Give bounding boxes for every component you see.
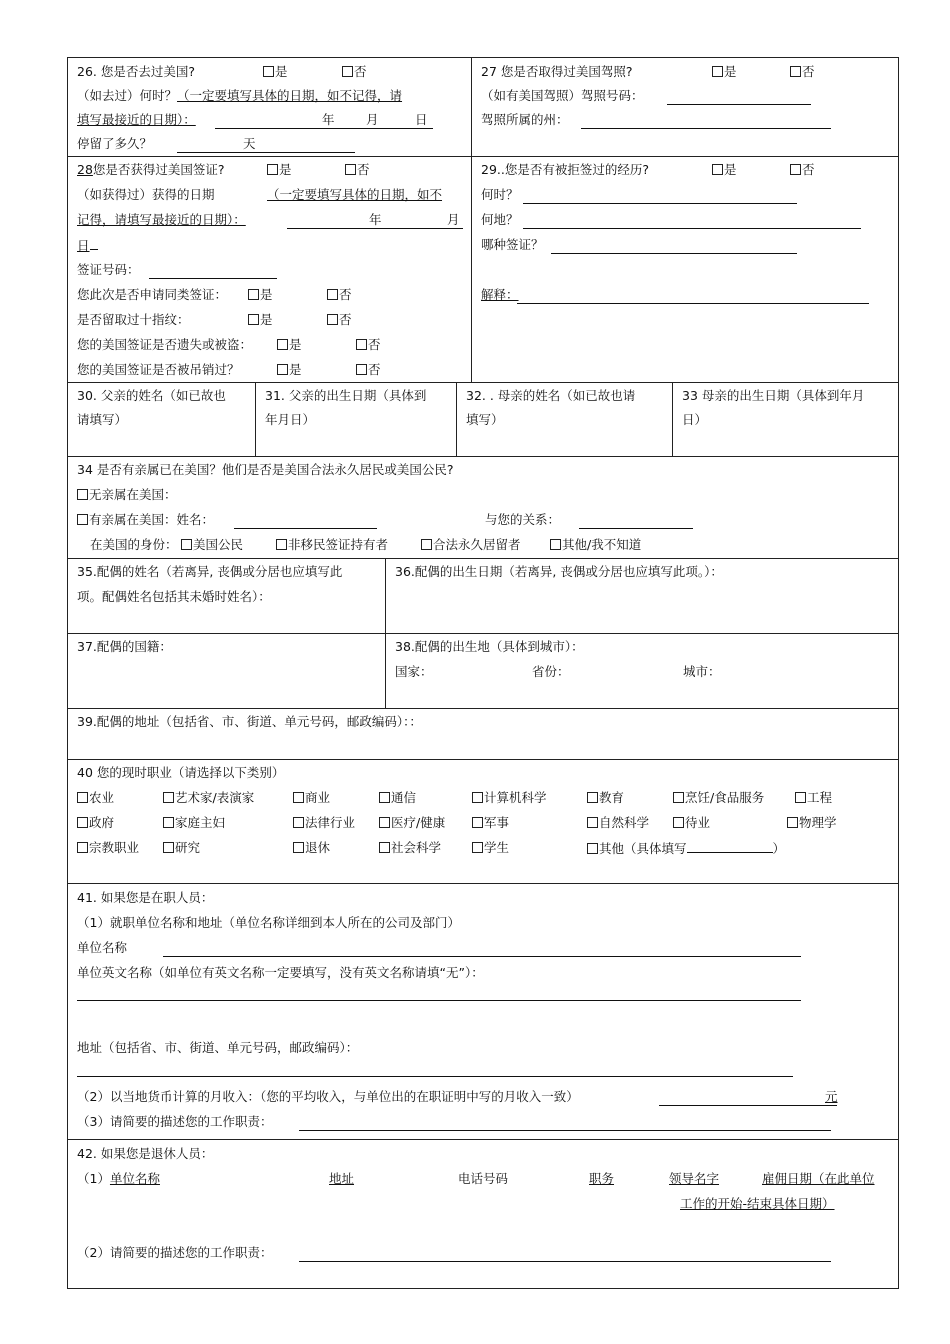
q26-when-prefix: （如去过）何时？	[77, 88, 178, 103]
visa-form	[67, 57, 899, 1289]
q26-when-note-1: （一定要填写具体的日期，如不记得，请	[177, 88, 403, 103]
row-q34	[68, 456, 898, 559]
q28-revoked-no-label: 否	[368, 362, 381, 377]
q42-col-unit: 单位名称	[109, 1171, 160, 1186]
q29-which-label: 哪种签证？	[481, 237, 544, 252]
q40-opt-label: 通信	[391, 790, 417, 805]
q41-address-label: 地址（包括省、市、街道、单元号码，邮政编码）：	[77, 1040, 359, 1055]
q34-citizen-label: 美国公民	[193, 537, 244, 552]
q28-finger-yes-checkbox[interactable]	[248, 314, 259, 325]
q27-yes-checkbox[interactable]	[712, 66, 723, 77]
q38-line1: 38.配偶的出生地（具体到城市）：	[395, 639, 584, 654]
q29-when-label: 何时？	[481, 187, 519, 202]
q28-date-field[interactable]	[287, 228, 463, 229]
q33-line1: 33 母亲的出生日期（具体到年月	[682, 388, 865, 403]
cell-q37	[68, 633, 386, 708]
q29-where-label: 何地？	[481, 212, 519, 227]
q29-yes-checkbox[interactable]	[712, 164, 723, 175]
q40-opt-social-science-checkbox[interactable]	[379, 842, 390, 853]
q26-year-label: 年	[322, 112, 335, 127]
q26-yes-checkbox[interactable]	[263, 66, 274, 77]
q40-opt-label: 退休	[305, 840, 331, 855]
q34-has-label: 有亲属在美国：姓名：	[89, 512, 215, 527]
q28-month-label: 月	[447, 212, 460, 227]
q27-no-checkbox[interactable]	[790, 66, 801, 77]
q41-sub3: （3）请简要的描述您的工作职责：	[77, 1114, 273, 1129]
q40-opt-label: 自然科学	[599, 815, 650, 830]
q40-opt-military-checkbox[interactable]	[472, 817, 483, 828]
cell-q30	[68, 382, 256, 456]
q30-line2: 请填写）	[77, 412, 128, 427]
cell-q36	[386, 558, 898, 633]
q29-where-field[interactable]	[523, 228, 861, 229]
q29-no-checkbox[interactable]	[790, 164, 801, 175]
q42-col-address: 地址	[329, 1171, 355, 1186]
row-q39	[68, 708, 898, 760]
q28-lost-yes-checkbox[interactable]	[277, 339, 288, 350]
q42-col-phone: 电话号码	[458, 1171, 509, 1186]
q26-no-checkbox[interactable]	[342, 66, 353, 77]
q36-line1: 36.配偶的出生日期（若离异, 丧偶或分居也应填写此项。）：	[395, 564, 723, 579]
q40-opt-artist-checkbox[interactable]	[163, 792, 174, 803]
q29-title: 29..您是否有被拒签过的经历?	[481, 162, 649, 177]
q42-duties-field[interactable]	[299, 1261, 831, 1262]
q26-stay-field[interactable]	[177, 152, 355, 153]
q27-state-field[interactable]	[581, 128, 831, 129]
q40-opt-computer-checkbox[interactable]	[472, 792, 483, 803]
q27-yes-label: 是	[724, 64, 737, 79]
q28-revoked-yes-checkbox[interactable]	[277, 364, 288, 375]
cell-q31	[256, 382, 457, 456]
q42-sub1: （1）	[77, 1171, 110, 1186]
q41-title: 41. 如果您是在职人员：	[77, 890, 214, 905]
q34-other-checkbox[interactable]	[550, 539, 561, 550]
q33-line2: 日）	[682, 412, 708, 427]
row-q40	[68, 759, 898, 884]
q27-state-label: 驾照所属的州：	[481, 112, 569, 127]
q31-line1: 31. 父亲的出生日期（具体到	[265, 388, 427, 403]
q40-opt-label: 教育	[599, 790, 625, 805]
q40-opt-education-checkbox[interactable]	[587, 792, 598, 803]
q40-opt-communication-checkbox[interactable]	[379, 792, 390, 803]
q40-opt-label: 社会科学	[391, 840, 442, 855]
q41-unit-en-field[interactable]	[77, 1000, 801, 1001]
cell-q27	[472, 58, 898, 156]
q38-country-label: 国家：	[395, 664, 433, 679]
q34-title: 34 是否有亲属已在美国？他们是否是美国合法永久居民或美国公民?	[77, 462, 454, 477]
row-q41	[68, 883, 898, 1140]
q26-yes-label: 是	[275, 64, 288, 79]
q41-unit-name-field[interactable]	[163, 956, 801, 957]
q31-line2: 年月日）	[265, 412, 316, 427]
row-q37-q38	[68, 633, 898, 709]
q28-no-checkbox[interactable]	[345, 164, 356, 175]
q34-none-label: 无亲属在美国：	[89, 487, 177, 502]
q28-date-note-1: （一定要填写具体的日期，如不	[267, 187, 443, 202]
q39-line1: 39.配偶的地址（包括省、市、街道、单元号码，邮政编码）：：	[77, 714, 422, 729]
q28-date-note-2: 记得，请填写最接近的日期）：	[77, 212, 246, 227]
q34-status-label: 在美国的身份：	[90, 537, 178, 552]
q28-fingerprint-label: 是否留取过十指纹：	[77, 312, 190, 327]
row-q26-q27	[68, 58, 898, 157]
q34-nonimmigrant-label: 非移民签证持有者	[288, 537, 389, 552]
q40-opt-label: 工程	[807, 790, 833, 805]
q28-finger-no-label: 否	[339, 312, 352, 327]
q28-date-prefix: （如获得过）获得的日期	[77, 187, 215, 202]
q28-revoked-yes-label: 是	[289, 362, 302, 377]
q26-days-label: 天	[243, 136, 256, 151]
q40-opt-label: 医疗/健康	[391, 815, 446, 830]
q29-no-label: 否	[802, 162, 815, 177]
q34-name-field[interactable]	[234, 528, 377, 529]
q40-opt-label: 待业	[685, 815, 711, 830]
q28-same-type-label: 您此次是否申请同类签证：	[77, 287, 228, 302]
q40-opt-engineering-checkbox[interactable]	[795, 792, 806, 803]
q40-opt-label: 学生	[484, 840, 510, 855]
q40-opt-religious-checkbox[interactable]	[77, 842, 88, 853]
q26-no-label: 否	[354, 64, 367, 79]
q42-col-leader: 领导名字	[669, 1171, 720, 1186]
q42-sub2: （2）请简要的描述您的工作职责：	[77, 1245, 273, 1260]
q40-opt-label: 家庭主妇	[175, 815, 226, 830]
q28-finger-no-checkbox[interactable]	[327, 314, 338, 325]
row-q30-q33	[68, 382, 898, 457]
q40-opt-label: 农业	[89, 790, 115, 805]
q40-opt-label: 政府	[89, 815, 115, 830]
row-q28-q29	[68, 156, 898, 383]
q28-revoked-no-checkbox[interactable]	[356, 364, 367, 375]
q40-opt-label: 艺术家/表演家	[175, 790, 255, 805]
q40-opt-agriculture-checkbox[interactable]	[77, 792, 88, 803]
q29-when-field[interactable]	[523, 203, 797, 204]
q28-num: 28	[77, 162, 93, 177]
q41-address-field[interactable]	[77, 1076, 793, 1077]
q27-license-label: （如有美国驾照）驾照号码：	[481, 88, 644, 103]
q41-sub1: （1）就职单位名称和地址（单位名称详细到本人所在的公司及部门）	[77, 915, 460, 930]
q29-explain-field[interactable]	[517, 303, 869, 304]
q40-opt-culinary-checkbox[interactable]	[673, 792, 684, 803]
cell-q28	[68, 156, 472, 382]
q28-same-no-label: 否	[339, 287, 352, 302]
q35-line1: 35.配偶的姓名（若离异, 丧偶或分居也应填写此	[77, 564, 343, 579]
cell-q29	[472, 156, 898, 382]
q26-when-note-2: 填写最接近的日期）：	[77, 112, 196, 127]
q41-unit-name-label: 单位名称	[77, 940, 128, 955]
q34-relation-field[interactable]	[579, 528, 693, 529]
q28-day-label: 日	[77, 238, 90, 253]
q34-permanent-checkbox[interactable]	[421, 539, 432, 550]
q40-opt-label: 军事	[484, 815, 510, 830]
q28-no-label: 否	[357, 162, 370, 177]
cell-q35	[68, 558, 386, 633]
q40-opt-legal-checkbox[interactable]	[293, 817, 304, 828]
row-q42	[68, 1139, 898, 1288]
q40-opt-natural-science-checkbox[interactable]	[587, 817, 598, 828]
q28-same-yes-checkbox[interactable]	[248, 289, 259, 300]
q34-permanent-label: 合法永久居留者	[433, 537, 521, 552]
q32-line1: 32. . 母亲的姓名（如已故也请	[466, 388, 636, 403]
q40-opt-label: 法律行业	[305, 815, 356, 830]
q40-opt-homemaker-checkbox[interactable]	[163, 817, 174, 828]
q42-col-hire-2: 工作的开始-结束具体日期）	[680, 1196, 835, 1211]
q32-line2: 填写）	[466, 412, 504, 427]
q26-day-label: 日	[415, 112, 428, 127]
q40-other-field[interactable]	[687, 840, 773, 853]
q26-stay-label: 停留了多久？	[77, 136, 153, 151]
cell-q38	[386, 633, 898, 708]
q40-opt-government-checkbox[interactable]	[77, 817, 88, 828]
q40-opt-medical-checkbox[interactable]	[379, 817, 390, 828]
q28-same-no-checkbox[interactable]	[327, 289, 338, 300]
q35-line2: 项。配偶姓名包括其未婚时姓名）：	[77, 589, 271, 604]
q27-title: 27 您是否取得过美国驾照?	[481, 64, 633, 79]
q34-has-checkbox[interactable]	[77, 514, 88, 525]
q28-year-label: 年	[369, 212, 382, 227]
q28-revoked-label: 您的美国签证是否被吊销过？	[77, 362, 240, 377]
q34-nonimmigrant-checkbox[interactable]	[276, 539, 287, 550]
q28-visa-no-label: 签证号码：	[77, 262, 140, 277]
q40-opt-label: 研究	[175, 840, 201, 855]
q40-opt-label: 烹饪/食品服务	[685, 790, 765, 805]
row-q35-q36	[68, 558, 898, 634]
q26-date-field[interactable]	[215, 128, 433, 129]
q40-opt-business-checkbox[interactable]	[293, 792, 304, 803]
q40-other-close: ）	[772, 841, 786, 856]
q41-sub2: （2）以当地货币计算的月收入：（您的平均收入，与单位出的在职证明中写的月收入一致）	[77, 1089, 579, 1104]
cell-q32	[457, 382, 673, 456]
q26-title: 26. 您是否去过美国?	[77, 64, 195, 79]
cell-q26	[68, 58, 472, 156]
q37-line1: 37.配偶的国籍：	[77, 639, 172, 654]
q28-lost-yes-label: 是	[289, 337, 302, 352]
q40-title: 40 您的现时职业（请选择以下类别）	[77, 765, 285, 780]
q42-col-position: 职务	[589, 1171, 615, 1186]
cell-q33	[673, 382, 898, 456]
q28-yes-label: 是	[279, 162, 292, 177]
q27-no-label: 否	[802, 64, 815, 79]
q28-same-yes-label: 是	[260, 287, 273, 302]
q38-city-label: 城市：	[683, 664, 721, 679]
q29-yes-label: 是	[724, 162, 737, 177]
q40-opt-research-checkbox[interactable]	[163, 842, 174, 853]
q34-none-checkbox[interactable]	[77, 489, 88, 500]
q40-opt-label: 商业	[305, 790, 331, 805]
q41-duties-field[interactable]	[299, 1130, 831, 1131]
q40-other-label: 其他（具体填写	[599, 841, 687, 856]
q29-which-field[interactable]	[551, 253, 797, 254]
q40-opt-label: 宗教职业	[89, 840, 140, 855]
q38-province-label: 省份：	[532, 664, 570, 679]
q28-lost-no-checkbox[interactable]	[356, 339, 367, 350]
q34-relation-label: 与您的关系：	[485, 512, 561, 527]
q41-yuan-label: 元	[825, 1089, 838, 1104]
q40-opt-student-checkbox[interactable]	[472, 842, 483, 853]
q40-opt-unemployed-checkbox[interactable]	[673, 817, 684, 828]
q40-opt-label: 物理学	[799, 815, 837, 830]
q40-opt-label: 计算机科学	[484, 790, 547, 805]
q40-opt-retired-checkbox[interactable]	[293, 842, 304, 853]
q42-col-hire-1: 雇佣日期（在此单位	[762, 1171, 875, 1186]
q34-other-label: 其他/我不知道	[562, 537, 642, 552]
q41-income-field[interactable]	[659, 1105, 837, 1106]
q28-title: 您是否获得过美国签证?	[92, 162, 225, 177]
q29-explain-label: 解释：	[481, 287, 519, 302]
q42-title: 42. 如果您是退休人员：	[77, 1146, 214, 1161]
q40-opt-other-checkbox[interactable]	[587, 843, 598, 854]
q28-lost-no-label: 否	[368, 337, 381, 352]
q28-visa-no-field[interactable]	[149, 278, 277, 279]
q27-license-field[interactable]	[667, 104, 811, 105]
q30-line1: 30. 父亲的姓名（如已故也	[77, 388, 226, 403]
q28-finger-yes-label: 是	[260, 312, 273, 327]
q28-yes-checkbox[interactable]	[267, 164, 278, 175]
q41-unit-en-label: 单位英文名称（如单位有英文名称一定要填写，没有英文名称请填“无”）：	[77, 965, 484, 980]
q34-citizen-checkbox[interactable]	[181, 539, 192, 550]
q40-opt-physics-checkbox[interactable]	[787, 817, 798, 828]
q28-lost-label: 您的美国签证是否遗失或被盗：	[77, 337, 253, 352]
q26-month-label: 月	[366, 112, 379, 127]
